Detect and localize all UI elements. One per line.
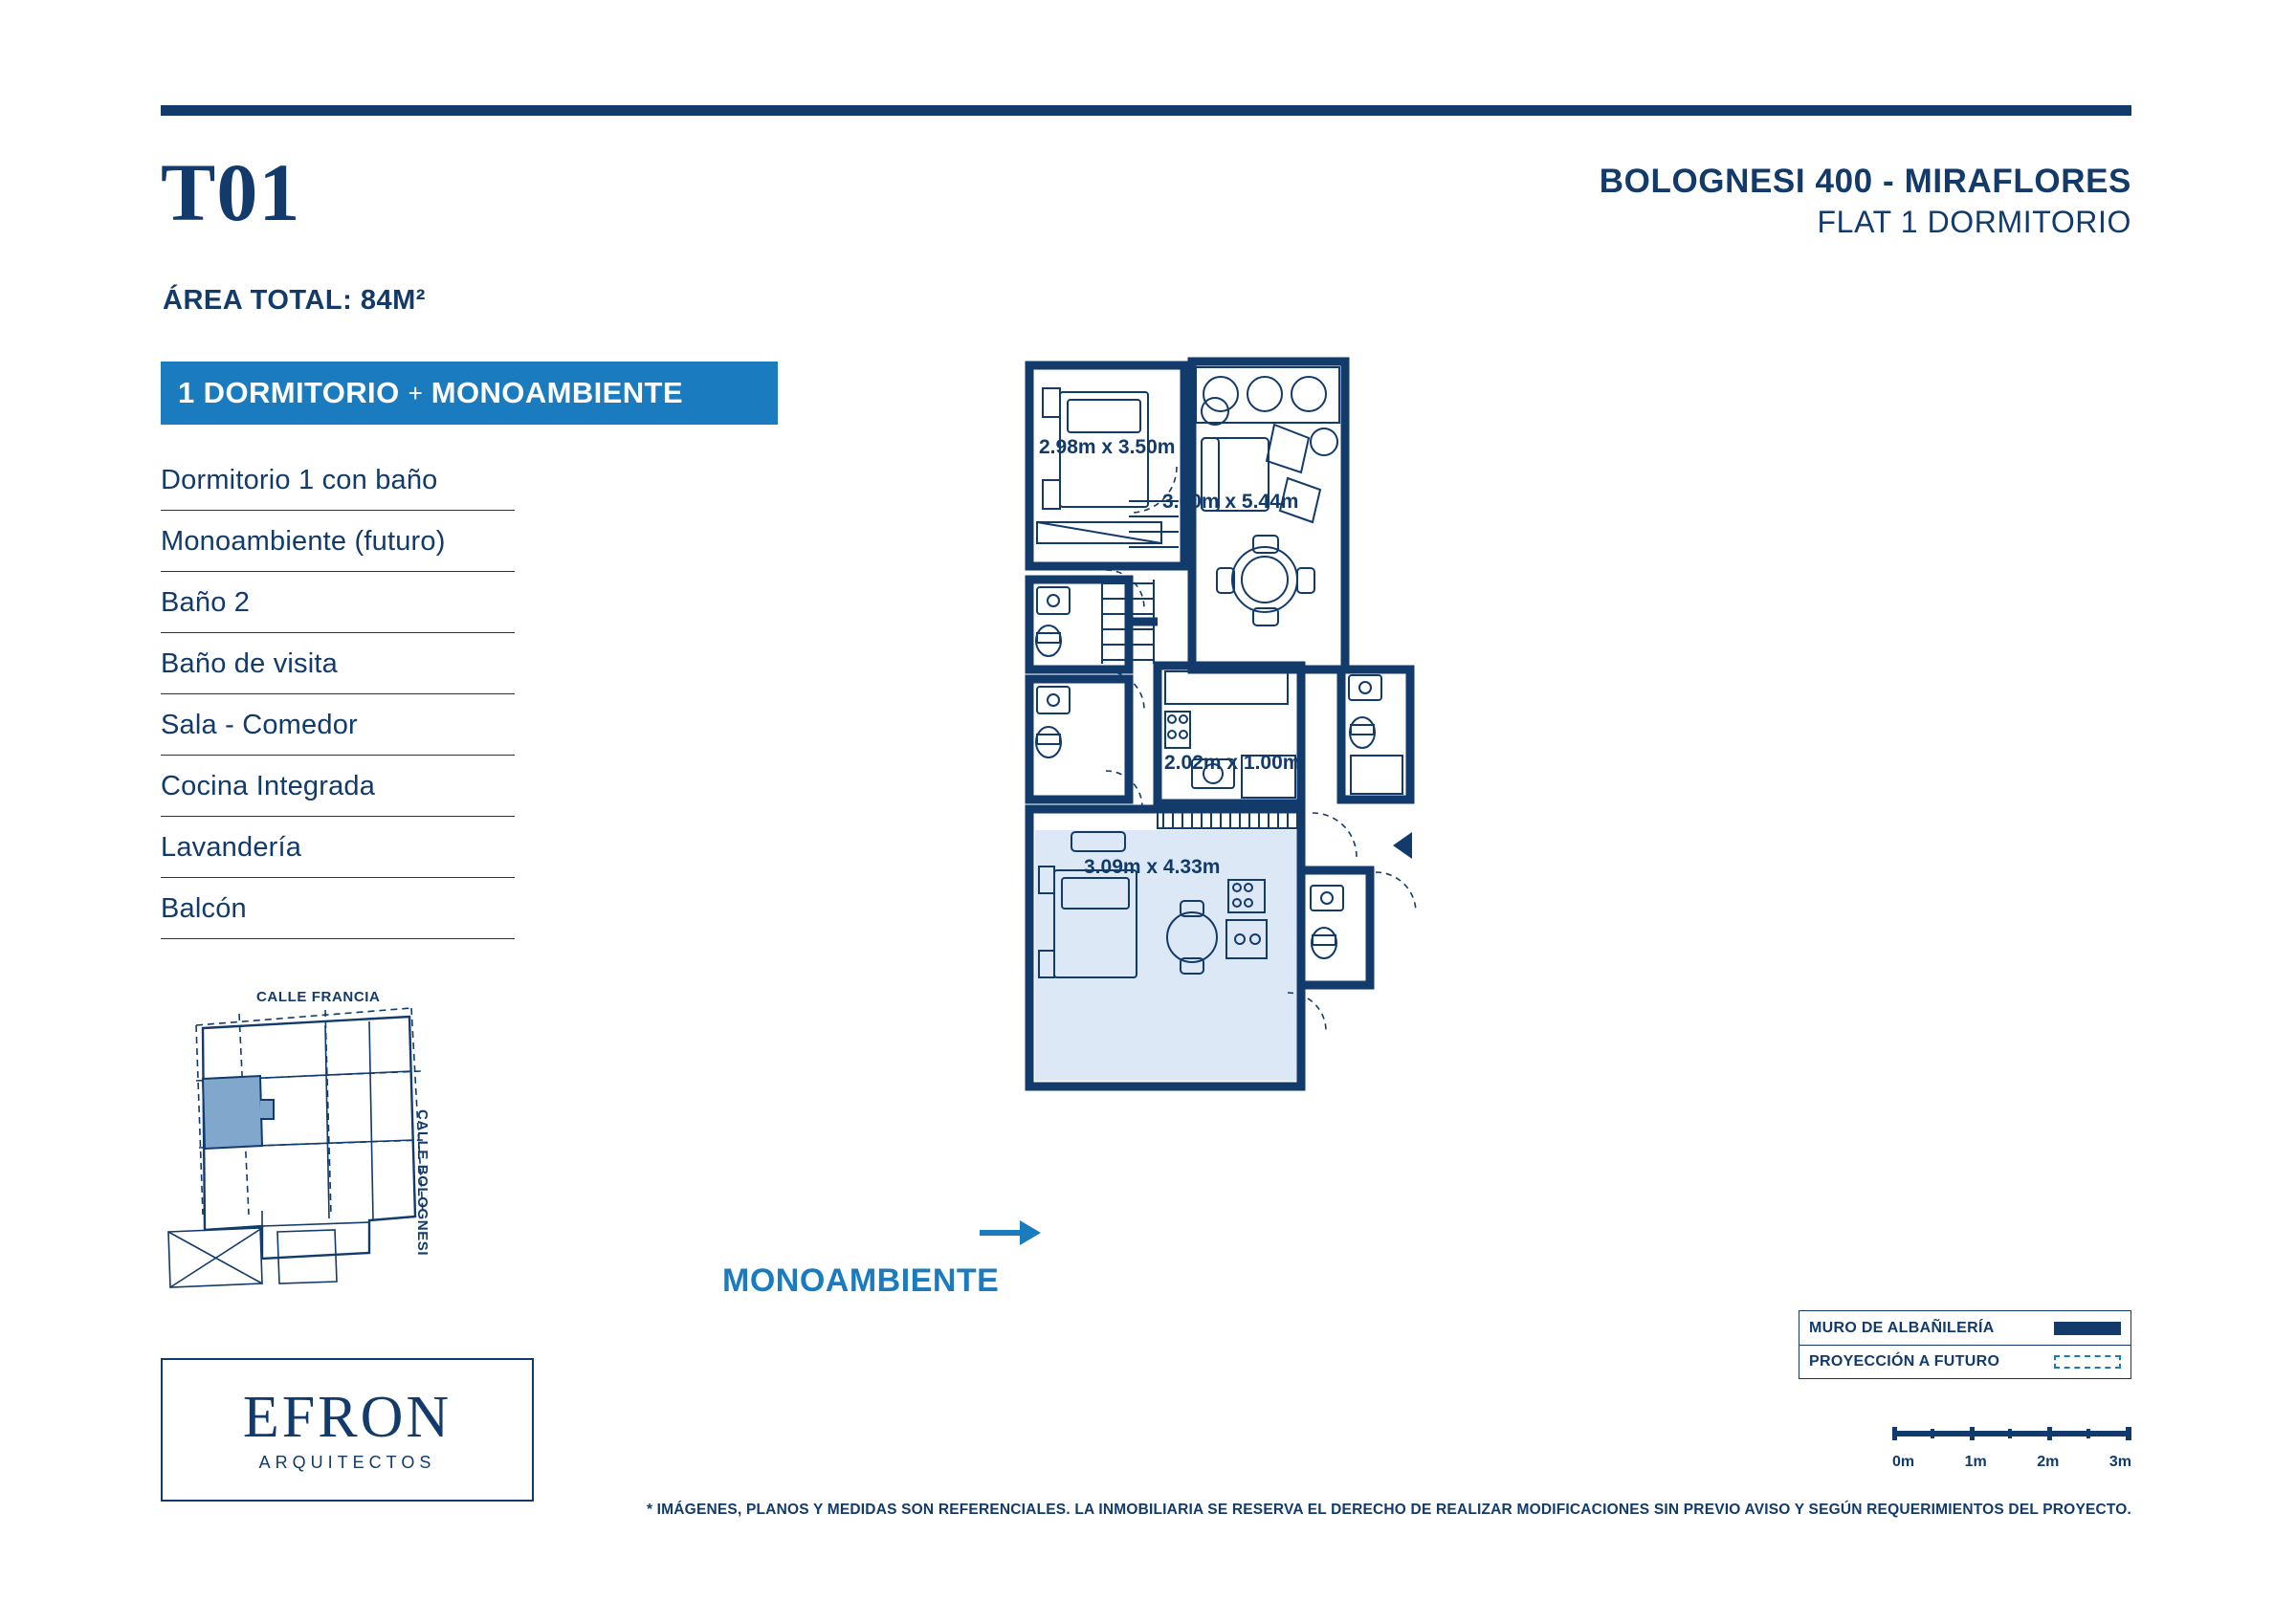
header-rule — [161, 105, 2131, 116]
scale-tick: 2m — [2037, 1454, 2060, 1470]
legend-swatch-solid-icon — [2054, 1322, 2121, 1335]
logo — [161, 1358, 534, 1502]
scale-tick: 0m — [1892, 1454, 1915, 1470]
dimension-label: 2.98m x 3.50m — [1039, 436, 1176, 458]
key-plan-diagram — [144, 976, 488, 1310]
logo-name: EFRON — [242, 1384, 453, 1450]
key-plan — [144, 976, 488, 1310]
dimension-label: 2.02m x 1.00m — [1164, 752, 1301, 774]
key-plan-street-right: CALLE BOLOGNESI — [414, 1109, 430, 1257]
key-plan-street-top: CALLE FRANCIA — [256, 989, 381, 1005]
entrance-marker — [1393, 832, 1412, 859]
page-title: T01 — [161, 146, 301, 238]
status-badge — [161, 362, 778, 425]
badge-right-label: MONOAMBIENTE — [430, 376, 683, 409]
legend — [1799, 1310, 2131, 1379]
list-item: Monoambiente (futuro) — [161, 511, 515, 572]
legend-row — [1799, 1310, 2131, 1345]
scale-bar-graphic — [1892, 1427, 2131, 1446]
badge-left-label: 1 DORMITORIO — [178, 376, 400, 409]
legend-label: PROYECCIÓN A FUTURO — [1809, 1353, 2000, 1370]
project-header — [1600, 163, 2131, 240]
legend-label: MURO DE ALBAÑILERÍA — [1809, 1319, 1995, 1336]
project-name: BOLOGNESI 400 - MIRAFLORES — [1599, 163, 2131, 200]
disclaimer-text: * IMÁGENES, PLANOS Y MEDIDAS SON REFERENCIALES. LA INMOBILIARIA SE RESERVA EL DERECHO DE REALIZAR MODIFICACIONES SIN PREVIO AVISO Y SEGÚN REQUERIMIENTOS DEL PROYECTO. — [646, 1502, 2132, 1518]
monoambiente-callout-label: MONOAMBIENTE — [722, 1262, 1000, 1299]
scale-bar-labels — [1892, 1454, 2131, 1471]
list-item: Baño de visita — [161, 633, 515, 694]
area-total-label: ÁREA TOTAL: 84M² — [163, 285, 426, 316]
scale-tick: 1m — [1964, 1454, 1987, 1470]
scale-tick: 3m — [2108, 1454, 2131, 1470]
list-item: Balcón — [161, 878, 515, 939]
legend-row — [1799, 1345, 2131, 1379]
logo-tagline: ARQUITECTOS — [258, 1452, 436, 1472]
feature-list — [161, 450, 515, 939]
list-item: Baño 2 — [161, 572, 515, 633]
list-item: Dormitorio 1 con baño — [161, 450, 515, 511]
dimension-label: 3.00m x 5.44m — [1162, 491, 1299, 513]
floorplan-drawing — [1014, 354, 1550, 1310]
list-item: Lavandería — [161, 817, 515, 878]
list-item: Sala - Comedor — [161, 694, 515, 756]
badge-plus-label: + — [408, 378, 423, 407]
monoambiente-arrow-icon — [978, 1217, 1045, 1249]
scale-bar — [1892, 1427, 2131, 1471]
legend-swatch-dashed-icon — [2054, 1355, 2121, 1369]
project-subtitle: FLAT 1 DORMITORIO — [1817, 205, 2131, 239]
dimension-label: 3.09m x 4.33m — [1084, 856, 1221, 878]
list-item: Cocina Integrada — [161, 756, 515, 817]
